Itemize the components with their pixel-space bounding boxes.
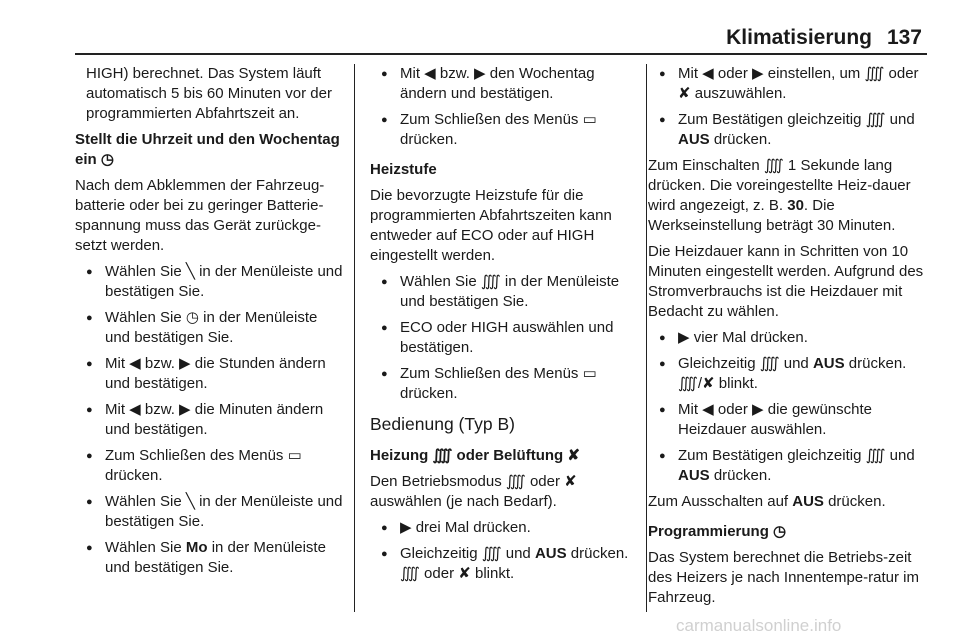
list-item: ● Zum Bestätigen gleichzeitig ⨌ und AUS drücken. [648,110,930,150]
list-item: ● ECO oder HIGH auswählen und bestätigen. [370,318,636,358]
header-rule [75,53,927,55]
paragraph: Zum Ausschalten auf AUS drücken. [648,493,886,510]
section-heading-heizstufe: Heizstufe [370,161,437,178]
list-item: ● ▶ vier Mal drücken. [648,328,930,348]
paragraph: Die bevorzugte Heizstufe für die programmierten Abfahrtszeiten kann entweder auf ECO oder auf HIGH eingestellt werden. [370,187,612,264]
list-item: ● ▶ drei Mal drücken. [370,518,636,538]
section-heading-heizung: Heizung ⨌ oder Belüftung ✘ [370,447,580,464]
bullet-list [370,518,636,584]
list-item: ● Mit ◀ oder ▶ einstellen, um ⨌ oder ✘ auszuwählen. [648,64,930,104]
list-item: ● Gleichzeitig ⨌ und AUS drücken. ⨌/✘ blinkt. [648,354,930,394]
bullet-list [648,64,930,150]
paragraph: Zum Einschalten ⨌ 1 Sekunde lang drücken. Die voreingestellte Heiz-dauer wird angezeigt, z. B. 30. Die Werkseinstellung beträgt 30 Minuten. [648,157,911,234]
paragraph-continuation: HIGH) berechnet. Das System läuft automatisch 5 bis 60 Minuten vor der programmierten Abfahrtszeit an. [86,65,332,122]
list-item: ● Wählen Sie ╲ in der Menüleiste und bestätigen Sie. [75,262,345,302]
list-item: ● Zum Schließen des Menüs ▭ drücken. [370,110,636,150]
watermark: carmanualsonline.info [676,616,842,635]
list-item: ● Zum Schließen des Menüs ▭ drücken. [370,364,636,404]
bullet-list [370,272,636,404]
list-item: ● Gleichzeitig ⨌ und AUS drücken. ⨌ oder ✘ blinkt. [370,544,636,584]
bullet-list [370,64,636,150]
paragraph: Nach dem Abklemmen der Fahrzeug-batterie oder bei zu geringer Batterie-spannung muss das Gerät zurückge-setzt werden. [75,177,325,254]
list-item: ● Wählen Sie ◷ in der Menüleiste und bestätigen Sie. [75,308,345,348]
list-item: ● Mit ◀ oder ▶ die gewünschte Heizdauer auswählen. [648,400,930,440]
list-item: ● Wählen Sie ╲ in der Menüleiste und bestätigen Sie. [75,492,345,532]
column-2 [370,64,636,590]
page-number: 137 [886,26,922,49]
column-3 [648,64,930,614]
section-heading-programmierung: Programmierung ◷ [648,523,787,540]
list-item: ● Mit ◀ bzw. ▶ den Wochentag ändern und bestätigen. [370,64,636,104]
column-1 [75,64,345,584]
paragraph: Das System berechnet die Betriebs-zeit des Heizers je nach Innentempe-ratur im Fahrzeug. [648,549,919,606]
bullet-list [75,262,345,578]
list-item: ● Mit ◀ bzw. ▶ die Minuten ändern und bestätigen. [75,400,345,440]
list-item: ● Wählen Sie ⨌ in der Menüleiste und bestätigen Sie. [370,272,636,312]
list-item: ● Zum Schließen des Menüs ▭ drücken. [75,446,345,486]
list-item: ● Zum Bestätigen gleichzeitig ⨌ und AUS drücken. [648,446,930,486]
list-item: ● Mit ◀ bzw. ▶ die Stunden ändern und bestätigen. [75,354,345,394]
column-divider [646,64,647,612]
column-divider [354,64,355,612]
page-title: Klimatisierung [726,26,872,49]
paragraph: Den Betriebsmodus ⨌ oder ✘ auswählen (je nach Bedarf). [370,473,577,510]
bullet-list [648,328,930,486]
section-title-typ-b: Bedienung (Typ B) [370,414,515,434]
list-item: ● Wählen Sie Mo in der Menüleiste und bestätigen Sie. [75,538,345,578]
paragraph: Die Heizdauer kann in Schritten von 10 Minuten eingestellt werden. Aufgrund des Stromverbrauchs ist die Heizdauer mit Bedacht zu wählen. [648,243,924,320]
section-heading-time: Stellt die Uhrzeit und den Wochentag ein ◷ [75,131,340,168]
